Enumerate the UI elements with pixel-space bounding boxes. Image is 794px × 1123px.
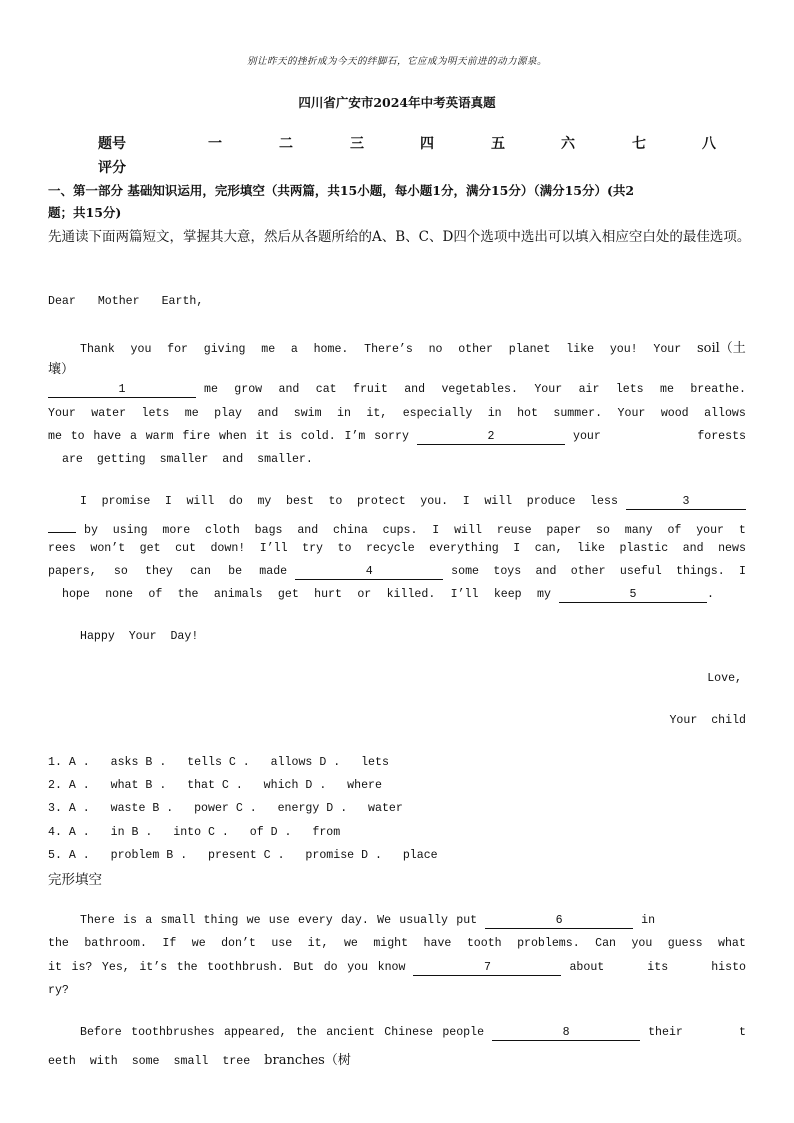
word: of bbox=[667, 524, 682, 537]
score-col-3: 三 bbox=[350, 136, 364, 152]
word: don’t bbox=[221, 937, 256, 950]
word: tree bbox=[222, 1055, 251, 1068]
section2-heading: 完形填空 bbox=[48, 872, 102, 888]
word: Your bbox=[617, 407, 646, 420]
word: small bbox=[173, 1055, 209, 1068]
word: the bbox=[177, 588, 199, 601]
word: in bbox=[337, 407, 351, 420]
word: hope bbox=[62, 588, 90, 601]
word: a bbox=[290, 343, 298, 356]
word: There’s bbox=[364, 343, 413, 356]
word: my bbox=[257, 495, 272, 508]
word: we bbox=[191, 937, 206, 950]
word: getting bbox=[96, 453, 146, 466]
score-table-header bbox=[0, 133, 794, 155]
passage-line bbox=[80, 495, 746, 510]
word: small bbox=[160, 914, 196, 927]
word: use bbox=[268, 914, 290, 927]
question-options-4: 4. A . in B . into C . of D . from bbox=[48, 826, 341, 839]
score-col-4: 四 bbox=[420, 136, 434, 152]
word: vegetables. bbox=[441, 383, 518, 396]
section-instructions: 先通读下面两篇短文，掌握其大意，然后从各题所给的A、B、C、D四个选项中选出可以填入相应空白处的最佳选项。 bbox=[48, 229, 751, 245]
question-options-2: 2. A . what B . that C . which D . where bbox=[48, 779, 382, 792]
word: can, bbox=[534, 542, 563, 555]
word: branches（树 bbox=[264, 1053, 351, 1068]
word: down! bbox=[210, 542, 246, 555]
passage-line bbox=[48, 518, 746, 537]
word: to bbox=[328, 495, 343, 508]
word: will bbox=[186, 495, 215, 508]
word: your bbox=[572, 430, 601, 443]
score-col-8: 八 bbox=[702, 136, 716, 152]
word: every bbox=[297, 914, 333, 927]
score-label-number: 题号 bbox=[98, 136, 126, 152]
letter-greeting bbox=[48, 295, 746, 308]
word: in bbox=[641, 914, 656, 927]
score-col-7: 七 bbox=[632, 136, 646, 152]
word: giving bbox=[203, 343, 246, 356]
passage-line bbox=[62, 453, 760, 466]
word: Yes, bbox=[101, 961, 130, 974]
word: people bbox=[442, 1026, 485, 1039]
word: other bbox=[458, 343, 494, 356]
word: animals bbox=[213, 588, 263, 601]
word: lets bbox=[141, 407, 170, 420]
word: home. bbox=[313, 343, 349, 356]
word: play bbox=[214, 407, 242, 420]
word: is bbox=[278, 430, 293, 443]
word: might bbox=[373, 937, 409, 950]
word: like bbox=[577, 542, 605, 555]
word: you bbox=[130, 343, 152, 356]
blank-7[interactable]: 7 bbox=[413, 961, 561, 976]
word: protect bbox=[356, 495, 406, 508]
letter-love: Love, bbox=[707, 672, 742, 685]
word: me bbox=[660, 383, 674, 396]
word: me bbox=[204, 383, 218, 396]
word: many bbox=[624, 524, 653, 537]
word: I bbox=[432, 524, 440, 537]
word: problems. bbox=[517, 937, 580, 950]
word: or bbox=[357, 588, 372, 601]
word: more bbox=[162, 524, 191, 537]
word: you! bbox=[609, 343, 638, 356]
word: thing bbox=[203, 914, 239, 927]
word: fruit bbox=[353, 383, 388, 396]
blank-3[interactable]: 3 bbox=[626, 495, 746, 510]
word: air bbox=[578, 383, 600, 396]
word: rees bbox=[48, 542, 76, 555]
word: We bbox=[377, 914, 392, 927]
passage-line bbox=[48, 937, 746, 950]
word: a bbox=[129, 430, 137, 443]
word: forests bbox=[697, 430, 747, 443]
letter-signature: Your child bbox=[669, 714, 746, 727]
word: best bbox=[285, 495, 314, 508]
blank-6[interactable]: 6 bbox=[485, 914, 633, 929]
score-label-score: 评分 bbox=[98, 160, 126, 176]
score-col-5: 五 bbox=[491, 136, 505, 152]
word: to bbox=[337, 542, 352, 555]
passage-line bbox=[48, 430, 746, 445]
word: Can bbox=[595, 937, 616, 950]
word: promise bbox=[101, 495, 151, 508]
passage-line bbox=[48, 383, 746, 398]
word: about bbox=[569, 961, 605, 974]
word: paper bbox=[546, 524, 582, 537]
blank-2[interactable]: 2 bbox=[417, 430, 565, 445]
word: swim bbox=[293, 407, 322, 420]
word: won’t bbox=[90, 542, 126, 555]
word: have bbox=[423, 937, 452, 950]
word: to bbox=[70, 430, 85, 443]
word: and bbox=[297, 524, 319, 537]
word: know bbox=[377, 961, 406, 974]
word: me bbox=[261, 343, 276, 356]
word: it’s bbox=[139, 961, 168, 974]
word: so bbox=[113, 565, 128, 578]
word: your bbox=[696, 524, 725, 537]
word: ancient bbox=[326, 1026, 375, 1039]
word: and bbox=[222, 453, 244, 466]
word: cat bbox=[315, 383, 337, 396]
word: is bbox=[123, 914, 137, 927]
word: made bbox=[259, 565, 288, 578]
blank-3-continued bbox=[48, 518, 76, 533]
passage-line: hope none of the animals get hurt or killed. I’ll keep my 5 . bbox=[62, 588, 714, 601]
word: of bbox=[148, 588, 163, 601]
word: produce bbox=[526, 495, 576, 508]
word: water bbox=[91, 407, 127, 420]
word: the bbox=[295, 1026, 317, 1039]
word: breathe. bbox=[690, 383, 746, 396]
word: especially bbox=[402, 407, 473, 420]
word: I’ll bbox=[259, 542, 288, 555]
word: cups. bbox=[382, 524, 418, 537]
word: warm bbox=[145, 430, 174, 443]
word: planet bbox=[508, 343, 551, 356]
word: Your bbox=[534, 383, 563, 396]
word: put bbox=[456, 914, 478, 927]
word: cloth bbox=[205, 524, 240, 537]
word: for bbox=[167, 343, 189, 356]
word: china bbox=[333, 524, 368, 537]
word: I’m bbox=[344, 430, 366, 443]
passage-line bbox=[48, 565, 746, 580]
word: tooth bbox=[466, 937, 502, 950]
word: other bbox=[570, 565, 606, 578]
passage-line bbox=[48, 407, 746, 420]
word: in bbox=[487, 407, 502, 420]
word: Your bbox=[48, 407, 76, 420]
word: smaller. bbox=[257, 453, 313, 466]
word: histo bbox=[711, 961, 746, 974]
passage-line bbox=[80, 914, 746, 929]
word: fire bbox=[182, 430, 211, 443]
word: But bbox=[293, 961, 315, 974]
word: day. bbox=[341, 914, 369, 927]
word: will bbox=[484, 495, 513, 508]
word: its bbox=[647, 961, 669, 974]
word: Earth, bbox=[161, 295, 204, 308]
score-col-1: 一 bbox=[208, 136, 222, 152]
word: bags bbox=[254, 524, 283, 537]
word: and bbox=[682, 542, 704, 555]
word: be bbox=[228, 565, 243, 578]
word: hurt bbox=[314, 588, 342, 601]
word: it, bbox=[307, 937, 329, 950]
word: Thank bbox=[80, 343, 115, 356]
blank-5[interactable]: 5 bbox=[559, 588, 707, 603]
word: keep bbox=[493, 588, 522, 601]
word: lets bbox=[615, 383, 644, 396]
word: and bbox=[404, 383, 426, 396]
word: can bbox=[190, 565, 211, 578]
word: smaller bbox=[159, 453, 209, 466]
word: t bbox=[738, 524, 746, 537]
question-options-5: 5. A . problem B . present C . promise D . place bbox=[48, 849, 438, 862]
question-options-1: 1. A . asks B . tells C . allows D . lets bbox=[48, 756, 389, 769]
word: grow bbox=[234, 383, 263, 396]
section-heading-line2: 题；共15分) bbox=[48, 205, 122, 220]
word: things. bbox=[676, 565, 725, 578]
word: and bbox=[257, 407, 279, 420]
word: bathroom. bbox=[84, 937, 147, 950]
word: will bbox=[454, 524, 482, 537]
word: everything bbox=[429, 542, 499, 555]
word: guess bbox=[667, 937, 703, 950]
word: Chinese bbox=[384, 1026, 433, 1039]
word: sorry bbox=[374, 430, 409, 443]
blank-4[interactable]: 4 bbox=[295, 565, 443, 580]
word: by bbox=[84, 524, 98, 537]
word: you bbox=[631, 937, 653, 950]
word: we bbox=[246, 914, 261, 927]
word: the bbox=[176, 961, 198, 974]
passage-line bbox=[80, 1026, 746, 1041]
word: and bbox=[535, 565, 557, 578]
section-heading-line1: 一、第一部分 基础知识运用，完形填空（共两篇，共15小题，每小题1分，满分15分）（满分15分）(共2 bbox=[48, 183, 635, 198]
word: with bbox=[89, 1055, 118, 1068]
word: me bbox=[48, 430, 62, 443]
word: it, bbox=[366, 407, 388, 420]
word: so bbox=[596, 524, 610, 537]
word: Before bbox=[80, 1026, 122, 1039]
word: get bbox=[139, 542, 161, 555]
passage-line bbox=[48, 1049, 746, 1068]
passage-line bbox=[48, 542, 746, 555]
word: and bbox=[278, 383, 300, 396]
passage-line: 壤） bbox=[48, 362, 75, 377]
word: like bbox=[566, 343, 595, 356]
word: useful bbox=[619, 565, 662, 578]
word: using bbox=[112, 524, 148, 537]
word: toys bbox=[493, 565, 522, 578]
word: eeth bbox=[48, 1055, 76, 1068]
word: reuse bbox=[496, 524, 532, 537]
word: you bbox=[347, 961, 369, 974]
page-title: 四川省广安市2024年中考英语真题 bbox=[298, 95, 496, 110]
word: have bbox=[93, 430, 122, 443]
word: plastic bbox=[619, 542, 669, 555]
word: killed. bbox=[386, 588, 436, 601]
score-col-2: 二 bbox=[279, 136, 293, 152]
word: use bbox=[271, 937, 293, 950]
word: the bbox=[48, 937, 69, 950]
word: me bbox=[184, 407, 199, 420]
word: cut bbox=[175, 542, 196, 555]
passage-line: ry? bbox=[48, 984, 69, 997]
word: are bbox=[62, 453, 83, 466]
word: usually bbox=[399, 914, 448, 927]
section-heading bbox=[48, 180, 748, 224]
word: Mother bbox=[97, 295, 140, 308]
letter-closing: Happy Your Day! bbox=[80, 630, 199, 643]
word: allows bbox=[704, 407, 746, 420]
word: when bbox=[218, 430, 247, 443]
word: none bbox=[105, 588, 134, 601]
word: it bbox=[255, 430, 270, 443]
passage-line bbox=[48, 961, 746, 976]
word: Dear bbox=[48, 295, 76, 308]
word: a bbox=[145, 914, 153, 927]
word: cold. bbox=[300, 430, 336, 443]
blank-1[interactable]: 1 bbox=[48, 383, 196, 398]
word: my bbox=[537, 588, 551, 601]
word: There bbox=[80, 914, 115, 927]
word: wood bbox=[660, 407, 689, 420]
word: get bbox=[277, 588, 299, 601]
word: hot bbox=[517, 407, 538, 420]
word: toothbrushes bbox=[131, 1026, 215, 1039]
word: it bbox=[48, 961, 62, 974]
word: news bbox=[718, 542, 746, 555]
word: is? bbox=[71, 961, 93, 974]
word: some bbox=[131, 1055, 160, 1068]
word: no bbox=[428, 343, 443, 356]
word: what bbox=[717, 937, 746, 950]
word: some bbox=[451, 565, 480, 578]
word: toothbrush. bbox=[207, 961, 284, 974]
word: I’ll bbox=[450, 588, 479, 601]
word: you. bbox=[420, 495, 449, 508]
word: recycle bbox=[365, 542, 415, 555]
question-options-3: 3. A . waste B . power C . energy D . water bbox=[48, 802, 403, 815]
passage-line bbox=[80, 337, 746, 356]
word: their bbox=[648, 1026, 683, 1039]
blank-8[interactable]: 8 bbox=[492, 1026, 640, 1041]
word: less bbox=[590, 495, 618, 508]
word: try bbox=[302, 542, 323, 555]
word: we bbox=[343, 937, 358, 950]
word: appeared, bbox=[223, 1026, 287, 1039]
word: I bbox=[513, 542, 521, 555]
word: papers, bbox=[48, 565, 97, 578]
word: I bbox=[80, 495, 87, 508]
motto: 别让昨天的挫折成为今天的绊脚石，它应成为明天前进的动力源泉。 bbox=[246, 56, 547, 67]
word: summer. bbox=[553, 407, 603, 420]
word: do bbox=[228, 495, 243, 508]
word: I bbox=[164, 495, 172, 508]
word: I bbox=[462, 495, 470, 508]
word: t bbox=[739, 1026, 747, 1039]
word: they bbox=[145, 565, 173, 578]
score-col-6: 六 bbox=[561, 136, 575, 152]
word: I bbox=[739, 565, 747, 578]
word: do bbox=[323, 961, 338, 974]
word: soil（土 bbox=[696, 341, 746, 356]
word: Your bbox=[653, 343, 682, 356]
word: If bbox=[162, 937, 177, 950]
